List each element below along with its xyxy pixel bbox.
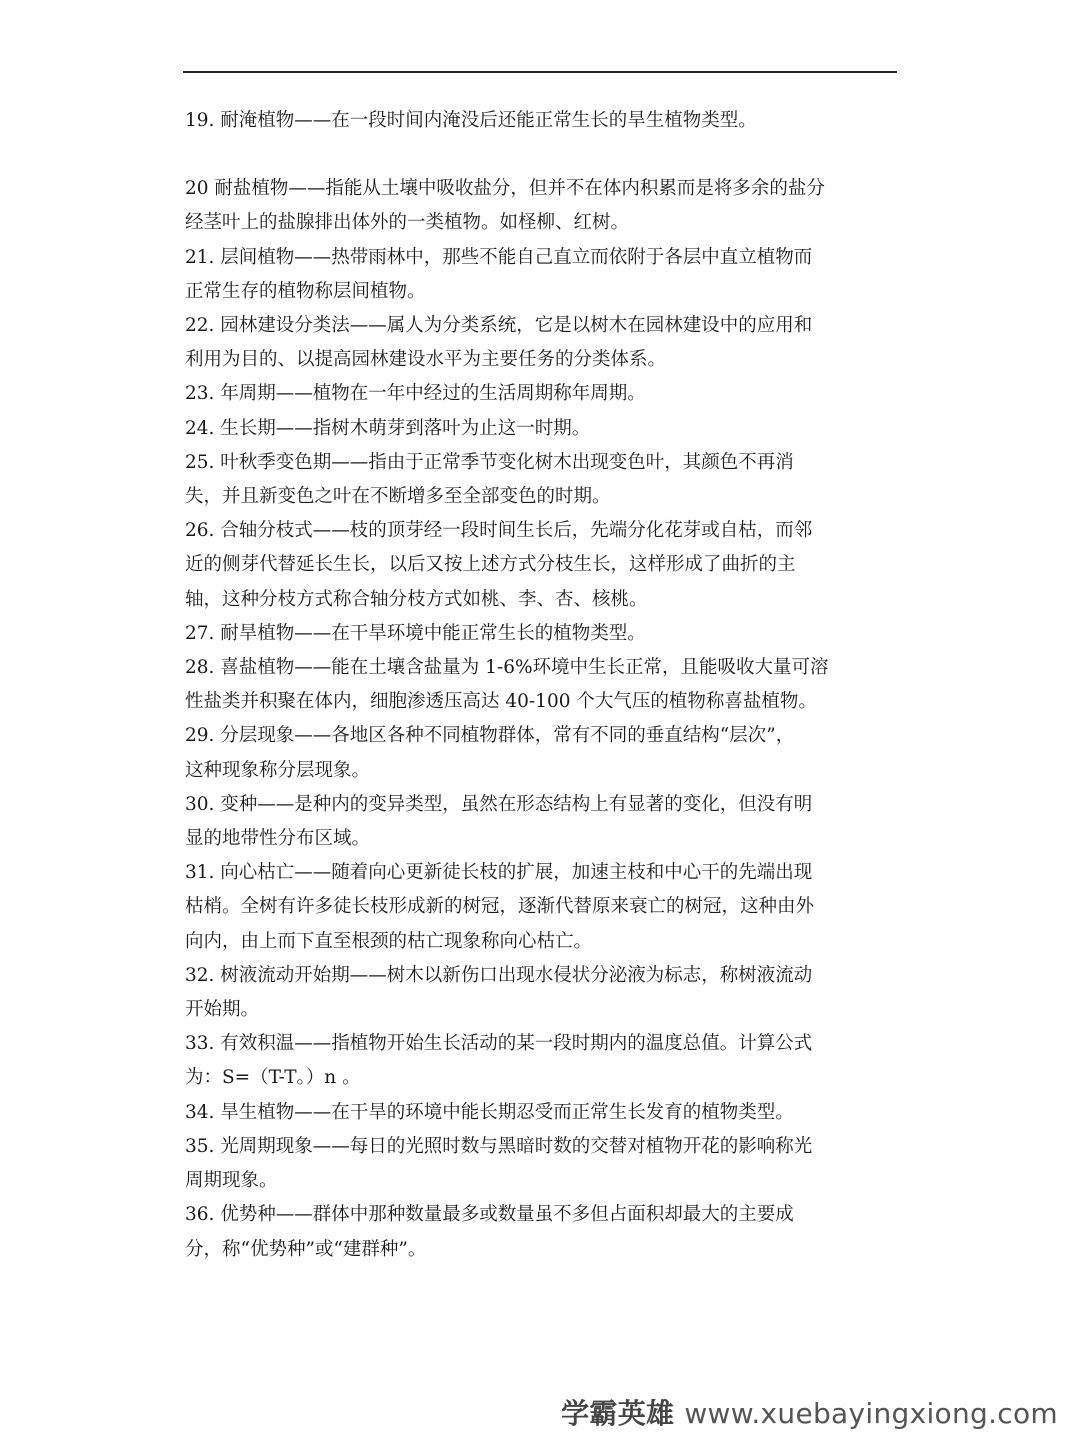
- entry-35: 35. 光周期现象——每日的光照时数与黑暗时数的交替对植物开花的影响称光 周期现象。: [185, 1135, 813, 1192]
- watermark-footer: [561, 1392, 1058, 1432]
- footer-brand: 学霸英雄: [561, 1397, 675, 1430]
- entry-25: 25. 叶秋季变色期——指由于正常季节变化树木出现变色叶，其颜色不再消 失，并且新变色之叶在不断增多至全部变色的时期。: [185, 451, 794, 508]
- header-rule: [183, 71, 897, 73]
- entry-21: 21. 层间植物——热带雨林中，那些不能自己直立而依附于各层中直立植物而 正常生存的植物称层间植物。: [185, 246, 813, 302]
- entry-20: 20 耐盐植物——指能从土壤中吸收盐分，但并不在体内积累而是将多余的盐分 经茎叶上的盐腺排出体外的一类植物。如柽柳、红树。: [185, 178, 825, 234]
- entry-22: 22. 园林建设分类法——属人为分类系统，它是以树木在园林建设中的应用和 利用为目的、以提高园林建设水平为主要任务的分类体系。: [185, 315, 813, 371]
- entry-30: 30. 变种——是种内的变异类型，虽然在形态结构上有显著的变化，但没有明 显的地带性分布区域。: [185, 793, 813, 850]
- entry-31: 31. 向心枯亡——随着向心更新徒长枝的扩展，加速主枝和中心干的先端出现 枯梢。全树有许多徒长枝形成新的树冠，逐渐代替原来衰亡的树冠，这种由外 向内，由上而下直至根颈的枯亡现象称向心枯亡。: [185, 862, 815, 952]
- entry-23: 23. 年周期——植物在一年中经过的生活周期称年周期。: [185, 383, 646, 405]
- entry-27: 27. 耐旱植物——在干旱环境中能正常生长的植物类型。: [185, 622, 646, 644]
- entry-29: 29. 分层现象——各地区各种不同植物群体，常有不同的垂直结构“层次”， 这种现象称分层现象。: [185, 725, 795, 781]
- entry-24: 24. 生长期——指树木萌芽到落叶为止这一时期。: [185, 417, 591, 439]
- entry-26: 26. 合轴分枝式——枝的顶芽经一段时间生长后，先端分化花芽或自枯，而邻 近的侧芽代替延长生长，以后又按上述方式分枝生长，这样形成了曲折的主 轴，这种分枝方式称合轴分枝方式如桃、李、杏、核桃。: [185, 520, 813, 610]
- footer-url[interactable]: www.xuebayingxiong.com: [684, 1397, 1058, 1430]
- document-body: [185, 104, 897, 1267]
- entry-34: 34. 旱生植物——在干旱的环境中能长期忍受而正常生长发育的植物类型。: [185, 1101, 794, 1123]
- entry-36: 36. 优势种——群体中那种数量最多或数量虽不多但占面积却最大的主要成 分，称“优势种”或“建群种”。: [185, 1204, 794, 1260]
- entry-19: 19. 耐淹植物——在一段时间内淹没后还能正常生长的旱生植物类型。: [185, 110, 757, 131]
- entry-32: 32. 树液流动开始期——树木以新伤口出现水侵状分泌液为标志，称树液流动 开始期。: [185, 964, 813, 1021]
- entry-33: 33. 有效积温——指植物开始生长活动的某一段时期内的温度总值。计算公式 为：S=（T-T。）n 。: [185, 1033, 813, 1089]
- entry-28: 28. 喜盐植物——能在土壤含盐量为 1-6%环境中生长正常，且能吸收大量可溶 性盐类并积聚在体内，细胞渗透压高达 40-100 个大气压的植物称喜盐植物。: [185, 657, 829, 713]
